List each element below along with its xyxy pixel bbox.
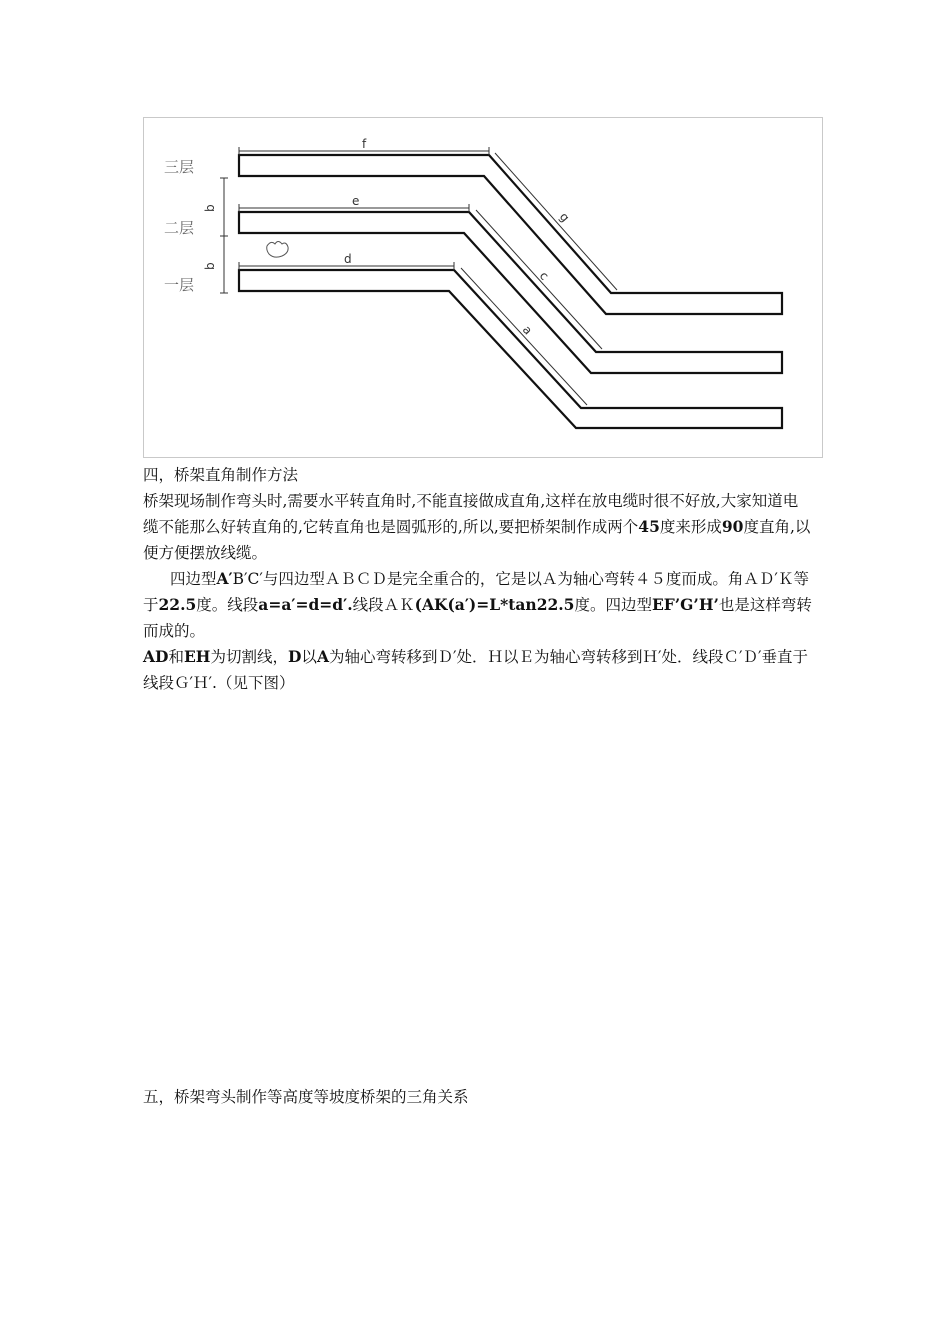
cable-tray-layers-figure — [143, 117, 823, 458]
dim-label-g: g — [556, 209, 573, 225]
section-4-paragraph-1: 桥架现场制作弯头时,需要水平转直角时,不能直接做成直角,这样在放电缆时很不好放,大家知道电缆不能那么好转直角的,它转直角也是圆弧形的,所以,要把桥架制作成两个45度来形成90度直角,以便方便摆放线缆。 — [143, 492, 811, 562]
dim-label-c: c — [536, 268, 552, 283]
section-4-paragraph-3: AD和EH为切割线，D以A为轴心弯转移到Ｄ′处．Ｈ以Ｅ为轴心弯转移到Ｈ′处．线段Ｃ′Ｄ′垂直于线段Ｇ′Ｈ′.（见下图） — [143, 647, 809, 692]
section-4-paragraph-2: 四边型A′B′C′与四边型ＡＢＣＤ是完全重合的，它是以Ａ为轴心弯转４５度而成。角ＡＤ′Ｋ等于22.5度。线段a=a′=d=d′.线段ＡＫ(AK(a′)=L*tan22.5度。四边型EF’G’H’也是这样弯转而成的。 — [143, 569, 812, 640]
dim-label-f: f — [362, 137, 367, 151]
layer-label-2: 二层 — [164, 219, 195, 237]
dim-label-a: a — [519, 322, 536, 338]
dim-label-b-lower: b — [203, 262, 217, 270]
section-4 — [143, 462, 813, 696]
layer-label-3: 三层 — [164, 158, 195, 176]
section-5-title: 五，桥架弯头制作等高度等坡度桥架的三角关系 — [143, 1088, 469, 1106]
dim-label-b-upper: b — [203, 204, 217, 212]
layer-label-1: 一层 — [164, 276, 195, 294]
section-4-title: 四，桥架直角制作方法 — [143, 466, 299, 484]
dim-label-e: e — [352, 194, 360, 208]
hand-mark-icon — [267, 242, 288, 258]
cable-tray-drawing — [144, 118, 824, 459]
dim-label-d: d — [344, 252, 352, 266]
